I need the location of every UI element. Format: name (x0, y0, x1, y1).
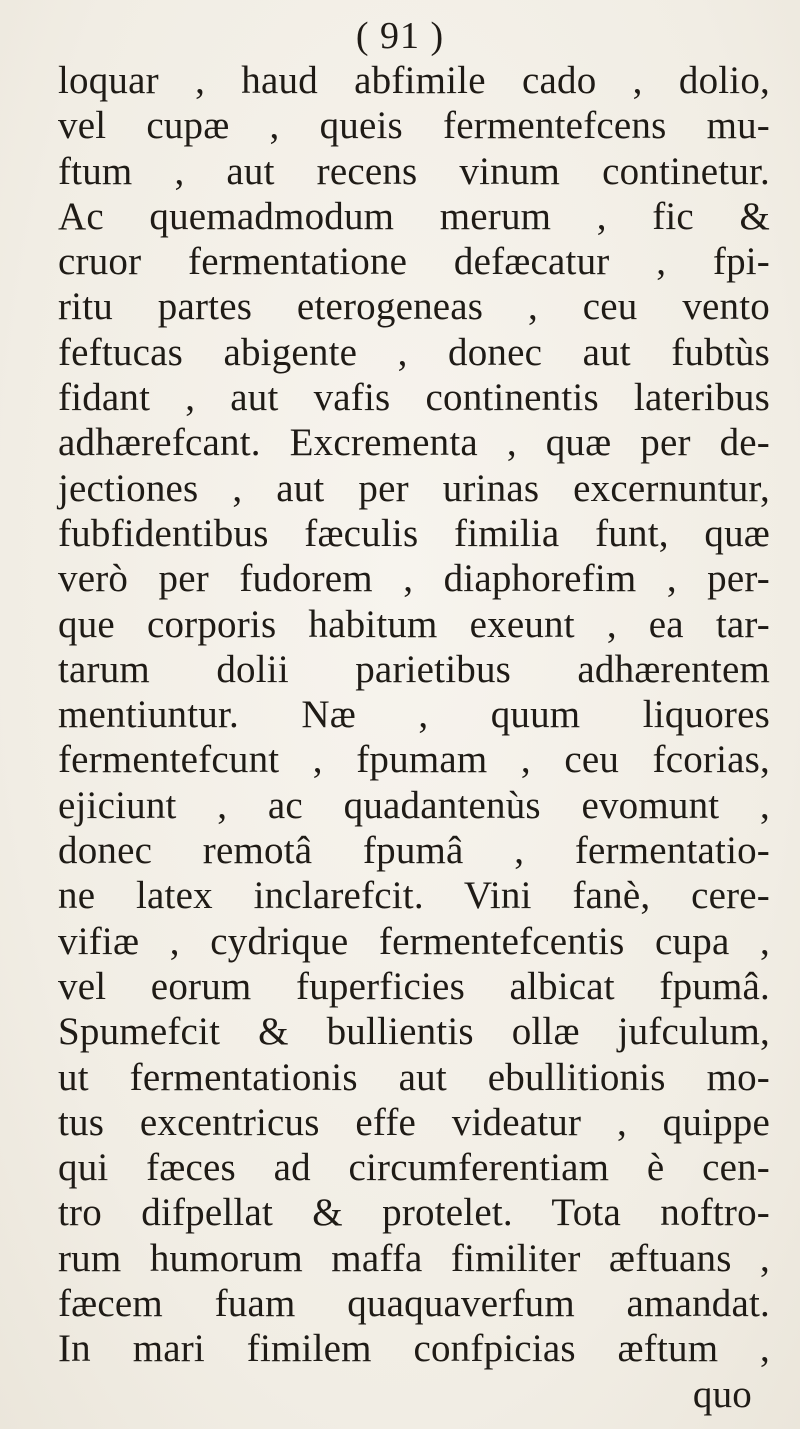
text-line: cruor fermentatione defæcatur , fpi- (58, 240, 770, 284)
text-line: loquar , haud abfimile cado , dolio, (58, 59, 770, 102)
text-line: fermentefcunt , fpumam , ceu fcorias, (58, 738, 770, 782)
text-line: fidant , aut vafis continentis lateribus (58, 376, 770, 420)
text-line: donec remotâ fpumâ , fermentatio- (58, 829, 770, 873)
body-text (58, 58, 770, 1417)
text-line: feftucas abigente , donec aut fubtùs (58, 330, 770, 374)
text-line: ne latex inclarefcit. Vini fanè, cere- (58, 874, 770, 918)
text-line: Spumefcit & bullientis ollæ jufculum, (58, 1010, 770, 1054)
text-line: fubfidentibus fæculis fimilia funt, quæ (58, 511, 770, 555)
text-line: tus excentricus effe videatur , quippe (58, 1100, 770, 1144)
text-line: rum humorum maffa fimiliter æftuans , (58, 1236, 770, 1280)
text-line: mentiuntur. Næ , quum liquores (58, 693, 770, 737)
text-line: adhærefcant. Excrementa , quæ per de- (58, 421, 770, 465)
text-line: ritu partes eterogeneas , ceu vento (58, 285, 770, 329)
text-line: vel cupæ , queis fermentefcens mu- (58, 104, 770, 148)
text-line: ut fermentationis aut ebullitionis mo- (58, 1055, 770, 1099)
text-line: vifiæ , cydrique fermentefcentis cupa , (58, 919, 770, 963)
text-line: qui fæces ad circumferentiam è cen- (58, 1146, 770, 1190)
text-line: Ac quemadmodum merum , fic & (58, 194, 770, 238)
text-line: ejiciunt , ac quadantenùs evomunt , (58, 783, 770, 827)
text-line: tarum dolii parietibus adhærentem (58, 647, 770, 691)
text-line: tro difpellat & protelet. Tota noftro- (58, 1191, 770, 1235)
text-line: fæcem fuam quaquaverfum amandat. (58, 1282, 770, 1326)
text-line: vel eorum fuperficies albicat fpumâ. (58, 964, 770, 1008)
page-number: ( 91 ) (355, 15, 445, 57)
text-line: ftum , aut recens vinum continetur. (58, 149, 770, 193)
text-line: que corporis habitum exeunt , ea tar- (58, 602, 770, 646)
text-line: In mari fimilem confpicias æftum , (58, 1327, 770, 1371)
catchword: quo (692, 1372, 752, 1416)
text-line: jectiones , aut per urinas excernuntur, (58, 466, 770, 510)
text-line: verò per fudorem , diaphorefim , per- (58, 557, 770, 601)
